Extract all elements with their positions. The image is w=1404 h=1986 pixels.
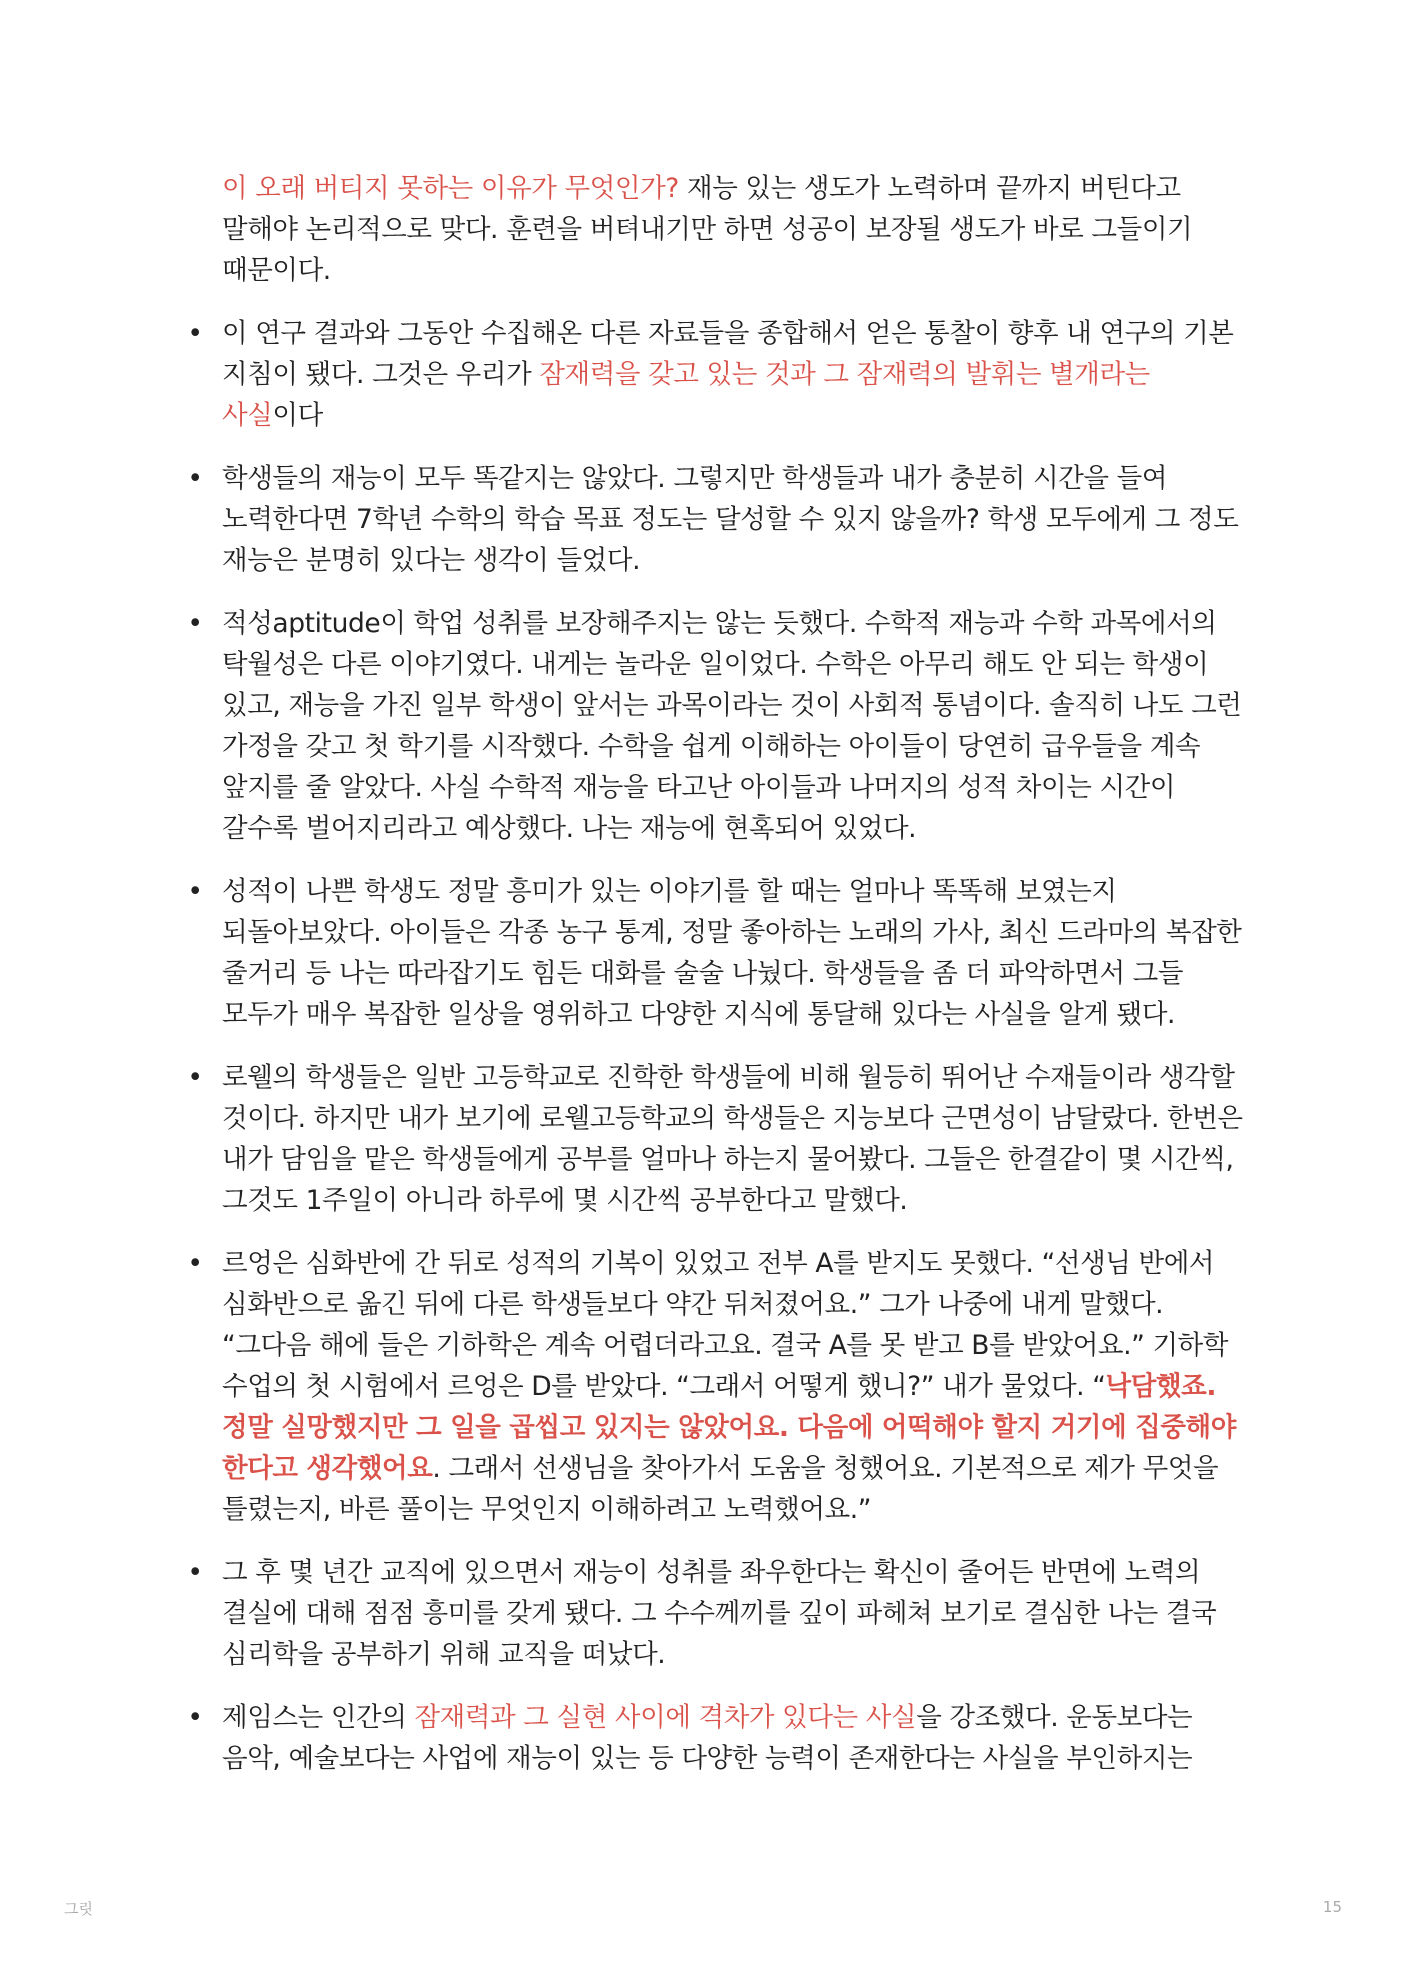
text-segment: 성적이 나쁜 학생도 정말 흥미가 있는 이야기를 할 때는 얼마나 똑똑해 보였는지 되돌아보았다. 아이들은 각종 농구 통계, 정말 좋아하는 노래의 가사, 최신 드라마의 복잡한 줄거리 등 나는 따라잡기도 힘든 대화를 술술 나눴다. 학생들을 좀 더 파악하면서 그들 모두가 매우 복잡한 일상을 영위하고 다양한 지식에 통달해 있다는 사실을 알게 됐다. xyxy=(222,876,1242,1030)
text-segment: 그 후 몇 년간 교직에 있으면서 재능이 성취를 좌우한다는 확신이 줄어든 반면에 노력의 결실에 대해 점점 흥미를 갖게 됐다. 그 수수께끼를 깊이 파헤쳐 보기로 결심한 나는 결국 심리학을 공부하기 위해 교직을 떠났다. xyxy=(222,1557,1217,1670)
paragraph xyxy=(185,168,1255,291)
text-segment: 재능 있는 생도가 노력하며 끝까지 버틴다고 말해야 논리적으로 맞다. 훈련을 버텨내기만 하면 성공이 보장될 생도가 바로 그들이기 때문이다. xyxy=(222,173,1193,286)
highlighted-text: 낙담했죠. 정말 실망했지만 그 일을 곱씹고 있지는 않았어요. 다음에 어떡해야 할지 거기에 집중해야 한다고 생각했어요 xyxy=(222,1371,1236,1484)
bullet-item xyxy=(185,313,1255,436)
bullet-icon: • xyxy=(187,1062,203,1093)
text-segment: 제임스는 인간의 xyxy=(222,1702,415,1733)
text-segment: . 그래서 선생님을 찾아가서 도움을 청했어요. 기본적으로 제가 무엇을 틀렸는지, 바른 풀이는 무엇인지 이해하려고 노력했어요.” xyxy=(222,1453,1219,1525)
bullet-item xyxy=(185,458,1255,581)
bullet-icon: • xyxy=(187,318,203,349)
text-segment: 르엉은 심화반에 간 뒤로 성적의 기복이 있었고 전부 A를 받지도 못했다. “선생님 반에서 심화반으로 옮긴 뒤에 다른 학생들보다 약간 뒤처졌어요.” 그가 나중에 내게 말했다. “그다음 해에 들은 기하학은 계속 어렵더라고요. 결국 A를 못 받고 B를 받았어요.” 기하학 수업의 첫 시험에서 르엉은 D를 받았다. “그래서 어떻게 했니?” 내가 물었다. “ xyxy=(222,1248,1229,1402)
highlighted-text: 이 오래 버티지 못하는 이유가 무엇인가? xyxy=(222,173,679,204)
text-segment: 을 강조했다. 운동보다는 음악, 예술보다는 사업에 재능이 있는 등 다양한 능력이 존재한다는 사실을 부인하지는 xyxy=(222,1702,1193,1774)
bullet-icon: • xyxy=(187,608,203,639)
text-segment: 학생들의 재능이 모두 똑같지는 않았다. 그렇지만 학생들과 내가 충분히 시간을 들여 노력한다면 7학년 수학의 학습 목표 정도는 달성할 수 있지 않을까? 학생 모두에게 그 정도 재능은 분명히 있다는 생각이 들었다. xyxy=(222,463,1239,576)
bullet-item xyxy=(185,1057,1255,1221)
bullet-icon: • xyxy=(187,876,203,907)
footer-page-number: 15 xyxy=(1322,1898,1342,1916)
footer-book-title: 그릿 xyxy=(64,1900,93,1918)
highlighted-text: 잠재력을 갖고 있는 것과 그 잠재력의 발휘는 별개라는 사실 xyxy=(222,359,1150,431)
text-segment: 로웰의 학생들은 일반 고등학교로 진학한 학생들에 비해 월등히 뛰어난 수재들이라 생각할 것이다. 하지만 내가 보기에 로웰고등학교의 학생들은 지능보다 근면성이 남달랐다. 한번은 내가 담임을 맡은 학생들에게 공부를 얼마나 하는지 물어봤다. 그들은 한결같이 몇 시간씩, 그것도 1주일이 아니라 하루에 몇 시간씩 공부한다고 말했다. xyxy=(222,1062,1243,1216)
bullet-icon: • xyxy=(187,463,203,494)
bullet-item xyxy=(185,603,1255,849)
bullet-item xyxy=(185,871,1255,1035)
text-segment: 이 연구 결과와 그동안 수집해온 다른 자료들을 종합해서 얻은 통찰이 향후 내 연구의 기본 지침이 됐다. 그것은 우리가 xyxy=(222,318,1234,390)
bullet-item xyxy=(185,1697,1255,1779)
bullet-icon: • xyxy=(187,1557,203,1588)
bullet-icon: • xyxy=(187,1248,203,1279)
page-body xyxy=(185,168,1255,1801)
bullet-item xyxy=(185,1552,1255,1675)
highlighted-text: 잠재력과 그 실현 사이에 격차가 있다는 사실 xyxy=(414,1702,917,1733)
bullet-item xyxy=(185,1243,1255,1530)
text-segment: 이다 xyxy=(272,400,323,431)
bullet-icon: • xyxy=(187,1702,203,1733)
text-segment: 적성aptitude이 학업 성취를 보장해주지는 않는 듯했다. 수학적 재능과 수학 과목에서의 탁월성은 다른 이야기였다. 내게는 놀라운 일이었다. 수학은 아무리 해도 안 되는 학생이 있고, 재능을 가진 일부 학생이 앞서는 과목이라는 것이 사회적 통념이다. 솔직히 나도 그런 가정을 갖고 첫 학기를 시작했다. 수학을 쉽게 이해하는 아이들이 당연히 급우들을 계속 앞지를 줄 알았다. 사실 수학적 재능을 타고난 아이들과 나머지의 성적 차이는 시간이 갈수록 벌어지리라고 예상했다. 나는 재능에 현혹되어 있었다. xyxy=(222,608,1242,844)
